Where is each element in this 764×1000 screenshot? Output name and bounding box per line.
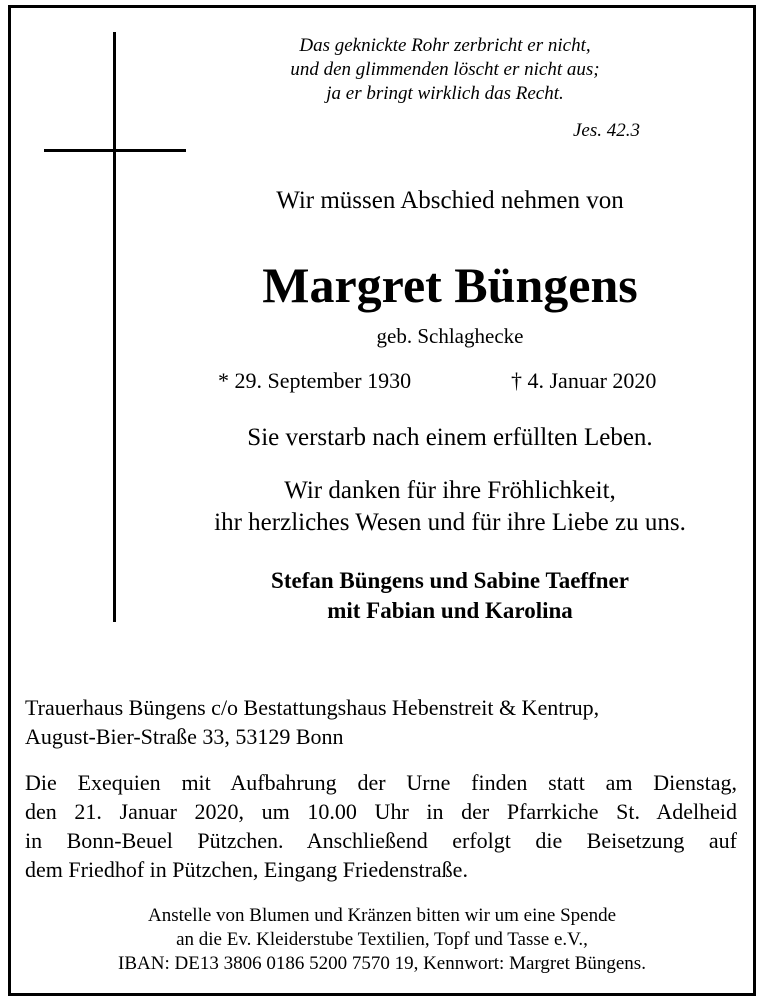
verse-line: Das geknickte Rohr zerbricht er nicht, — [299, 35, 591, 56]
cross-vertical-bar — [113, 32, 116, 622]
verse-line: und den glimmenden löscht er nicht aus; — [290, 59, 600, 80]
donation-line: Anstelle von Blumen und Kränzen bitten wir um eine Spende — [147, 905, 617, 926]
deceased-name: Margret Büngens — [262, 257, 638, 313]
ceremony-line: den 21. Januar 2020, um 10.00 Uhr in der Pfarrkiche St. Adelheid — [25, 799, 737, 824]
ceremony-details — [25, 768, 737, 884]
mourning-address — [25, 693, 737, 751]
farewell-line: Wir müssen Abschied nehmen von — [276, 187, 624, 214]
birth-date: * 29. September 1930 — [218, 368, 412, 393]
mourners-line: mit Fabian und Karolina — [327, 598, 573, 623]
ceremony-line: in Bonn-Beuel Pützchen. Anschließend erfolgt die Beisetzung auf — [25, 828, 737, 853]
mourners-line: Stefan Büngens und Sabine Taeffner — [271, 568, 629, 593]
cross-horizontal-bar — [44, 149, 186, 152]
donation-request — [20, 904, 744, 976]
ceremony-line: Die Exequien mit Aufbahrung der Urne finden statt am Dienstag, — [25, 770, 737, 795]
mourners-block — [160, 566, 740, 626]
statement: Sie verstarb nach einem erfüllten Leben. — [247, 424, 653, 451]
address-line: Trauerhaus Büngens c/o Bestattungshaus Hebenstreit & Kentrup, — [25, 695, 600, 720]
birth-name: geb. Schlaghecke — [376, 324, 524, 348]
donation-line: IBAN: DE13 3806 0186 5200 7570 19, Kennwort: Margret Büngens. — [118, 953, 646, 974]
address-line: August-Bier-Straße 33, 53129 Bonn — [25, 724, 344, 749]
verse-line: ja er bringt wirklich das Recht. — [326, 83, 564, 104]
death-date: † 4. Januar 2020 — [511, 368, 657, 393]
thanks-line: ihr herzliches Wesen und für ihre Liebe zu uns. — [214, 509, 686, 536]
ceremony-line: dem Friedhof in Pützchen, Eingang Friedenstraße. — [25, 857, 468, 882]
thanks-block — [160, 475, 740, 539]
thanks-line: Wir danken für ihre Fröhlichkeit, — [284, 477, 616, 504]
donation-line: an die Ev. Kleiderstube Textilien, Topf und Tasse e.V., — [176, 929, 588, 950]
bible-verse — [210, 34, 680, 106]
verse-reference: Jes. 42.3 — [572, 120, 640, 141]
